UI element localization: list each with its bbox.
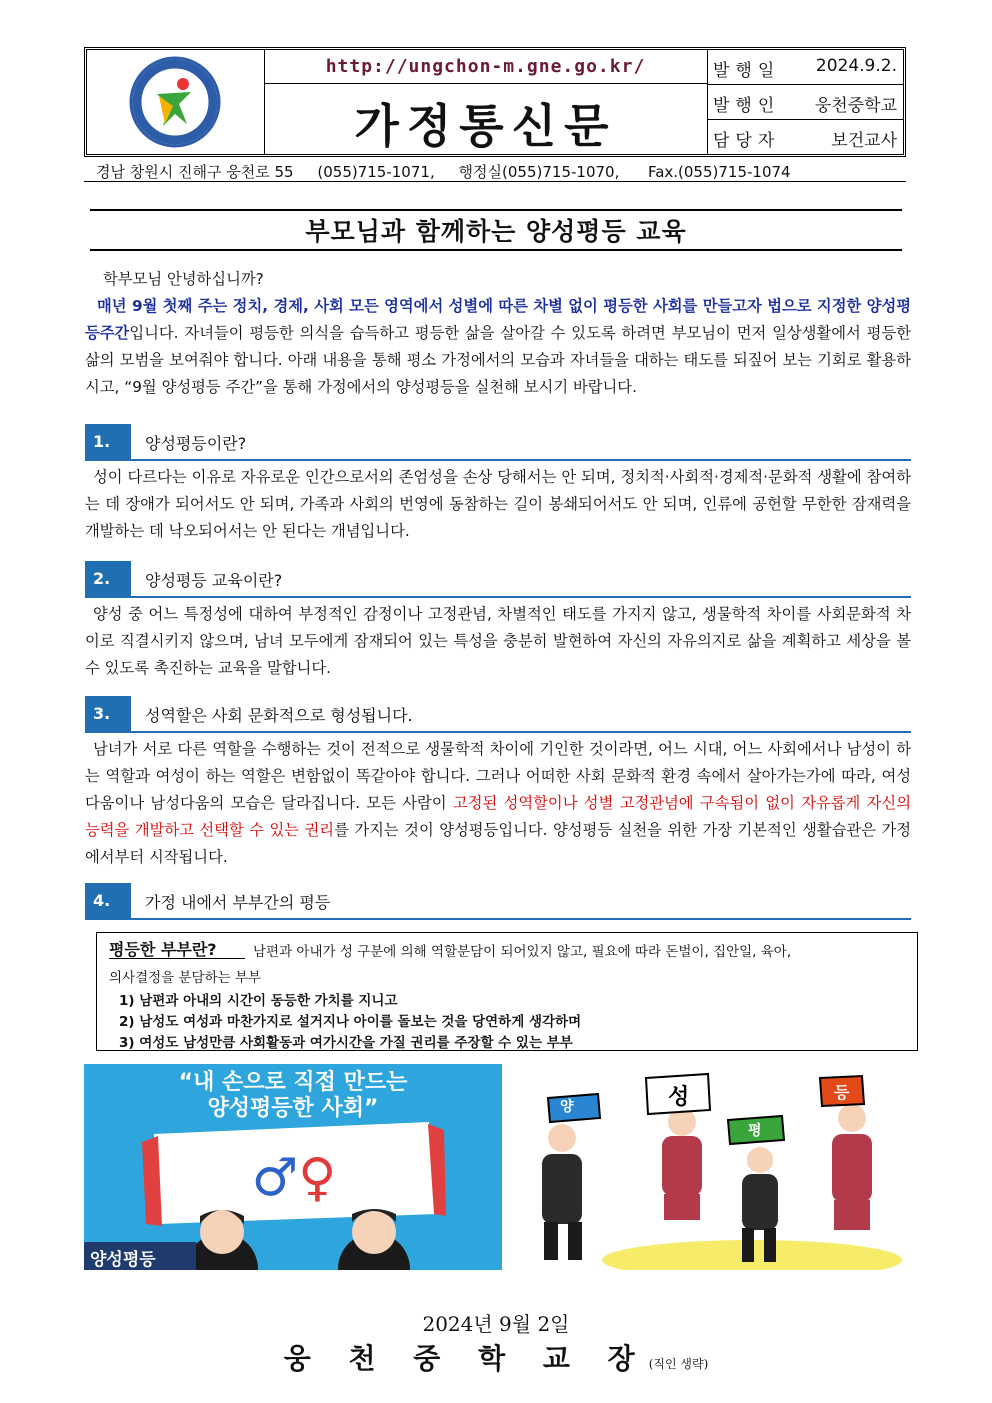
box-description: 의사결정을 분담하는 부부 — [109, 970, 262, 986]
equal-couple-box — [96, 932, 918, 1051]
logo-cell — [87, 50, 265, 154]
document-title: 가정통신문 — [354, 99, 617, 153]
section-number: 3. — [85, 696, 131, 732]
section-title: 성역할은 사회 문화적으로 형성됩니다. — [145, 706, 413, 725]
divider — [84, 181, 906, 182]
gender-symbols-icon: ♂♀ — [251, 1148, 337, 1208]
school-logo-icon — [87, 50, 264, 154]
slogan-line: 양성평등한 사회” — [207, 1096, 379, 1121]
meta-row-manager — [707, 120, 903, 154]
slogan — [84, 1070, 502, 1122]
principal-signature — [0, 1337, 992, 1377]
principal-name: 웅 천 중 학 교 장 — [283, 1342, 649, 1375]
divider — [85, 918, 911, 920]
section-3-header — [85, 696, 911, 732]
meta-row-publisher — [707, 85, 903, 120]
image-caption: 양성평등 — [90, 1250, 156, 1270]
section-2-body: 양성 중 어느 특정성에 대하여 부정적인 감정이나 고정관념, 차별적인 태도를 가지지 않고, 생물학적 차이를 사회문화적 차이로 직결시키지 않으며, 남녀 모두에게 잠재되어 있는 특성을 충분히 발현하여 자신의 자유의지로 삶을 계획하고 세상을 볼 수 있도록 촉진하는 교육을 말합니다. — [85, 605, 911, 677]
section-title: 가정 내에서 부부간의 평등 — [145, 893, 331, 912]
section-2-header — [85, 561, 911, 597]
divider — [109, 958, 245, 959]
section-3-text: 남녀가 서로 다른 역할을 수행하는 것이 전적으로 생물학적 차이에 기인한 것이라면, 어느 시대, 어느 사회에서나 남성이 하는 역할과 여성이 하는 역할은 변함없이 똑같아야 합니다. 그러나 어떠한 사회 문화적 환경 속에서 살아가는가에 따라, 여성다움이나 남성다움의 모습은 달라집니다. 모든 사람이 — [85, 740, 911, 812]
list-item: 1) 남편과 아내의 시간이 동등한 가치를 지니고 — [119, 993, 398, 1009]
section-number: 4. — [85, 883, 131, 919]
sign-label: 등 — [834, 1083, 850, 1102]
section-4-header — [85, 883, 911, 919]
meta-value: 보건교사 — [831, 131, 897, 151]
meta-key: 발행일 — [713, 61, 781, 81]
section-3-highlight: 고정된 성역할이나 성별 고정관념에 구속됨이 없이 자유롭게 자신의 능력을 개발하고 선택할 수 있는 권리 — [85, 794, 911, 839]
meta-value: 2024.9.2. — [815, 56, 897, 76]
section-3-text: 를 가지는 것이 양성평등입니다. 양성평등 실천을 위한 가장 기본적인 생활습관은 가정에서부터 시작됩니다. — [85, 821, 911, 866]
header-box — [84, 47, 906, 157]
gender-equality-illustration-right — [502, 1064, 904, 1270]
list-item: 2) 남성도 여성과 마찬가지로 설거지나 아이를 돌보는 것을 당연하게 생각하며 — [119, 1014, 582, 1030]
intro-paragraph — [85, 266, 911, 401]
section-title: 양성평등이란? — [145, 434, 247, 453]
divider — [85, 459, 911, 461]
box-description: 남편과 아내가 성 구분에 의해 역할분담이 되어있지 않고, 필요에 따라 돈벌이, 집안일, 육아, — [253, 944, 792, 960]
divider — [90, 209, 902, 211]
gender-equality-illustration-left — [84, 1064, 502, 1270]
intro-text: 입니다. 자녀들이 평등한 의식을 습득하고 평등한 삶을 살아갈 수 있도록 하려면 부모님이 먼저 일상생활에서 평등한 삶의 모범을 보여줘야 합니다. 아래 내용을 통해 평소 가정에서의 모습과 자녀들을 대하는 태도를 되짚어 보는 기회로 활용하시고, “9월 양성평등 주간”을 통해 가정에서의 양성평등을 실천해 보시기 바랍니다. — [85, 324, 911, 396]
seal-note: (직인 생략) — [648, 1357, 709, 1371]
divider — [90, 249, 902, 251]
section-number: 2. — [85, 561, 131, 597]
greeting: 학부모님 안녕하십니까? — [103, 270, 264, 288]
section-3-body — [85, 736, 911, 871]
meta-key: 발행인 — [713, 96, 781, 116]
meta-row-date — [707, 50, 903, 85]
meta-key: 담당자 — [713, 131, 781, 151]
issue-date: 2024년 9월 2일 — [422, 1312, 570, 1336]
box-question: 평등한 부부란? — [109, 940, 217, 959]
list-item: 3) 여성도 남성만큼 사회활동과 여가시간을 가질 권리를 주장할 수 있는 부부 — [119, 1035, 573, 1051]
divider — [85, 596, 911, 598]
section-1-header — [85, 424, 911, 460]
header-title-cell — [264, 50, 708, 154]
headline: 부모님과 함께하는 양성평등 교육 — [305, 217, 687, 246]
meta-value: 웅천중학교 — [814, 96, 897, 116]
sign-label: 성 — [668, 1085, 690, 1110]
intro-body — [85, 293, 911, 401]
sign-label: 평 — [748, 1123, 762, 1139]
section-1-body: 성이 다르다는 이유로 자유로운 인간으로서의 존엄성을 손상 당해서는 안 되며, 정치적·사회적·경제적·문화적 생활에 참여하는 데 장애가 되어서도 안 되며, 가족과 사회의 번영에 동참하는 길이 봉쇄되어서도 안 되며, 인류에 공헌할 무한한 잠재력을 개발하는 데 낙오되어서는 안 된다는 개념입니다. — [85, 468, 911, 540]
divider — [264, 83, 707, 84]
school-address: 경남 창원시 진해구 웅천로 55 (055)715-1071, 행정실(055)715-1070, Fax.(055)715-1074 — [96, 163, 791, 181]
slogan-line: “내 손으로 직접 만드는 — [178, 1070, 408, 1095]
school-url-link[interactable]: http://ungchon-m.gne.go.kr/ — [325, 56, 646, 77]
intro-highlight: 매년 9월 첫째 주는 정치, 경제, 사회 모든 영역에서 성별에 따른 차별 없이 평등한 사회를 만들고자 법으로 지정한 양성평등주간 — [85, 297, 911, 342]
section-number: 1. — [85, 424, 131, 460]
divider — [85, 731, 911, 733]
section-title: 양성평등 교육이란? — [145, 571, 283, 590]
meta-table — [707, 50, 903, 154]
sign-label: 양 — [560, 1099, 574, 1115]
